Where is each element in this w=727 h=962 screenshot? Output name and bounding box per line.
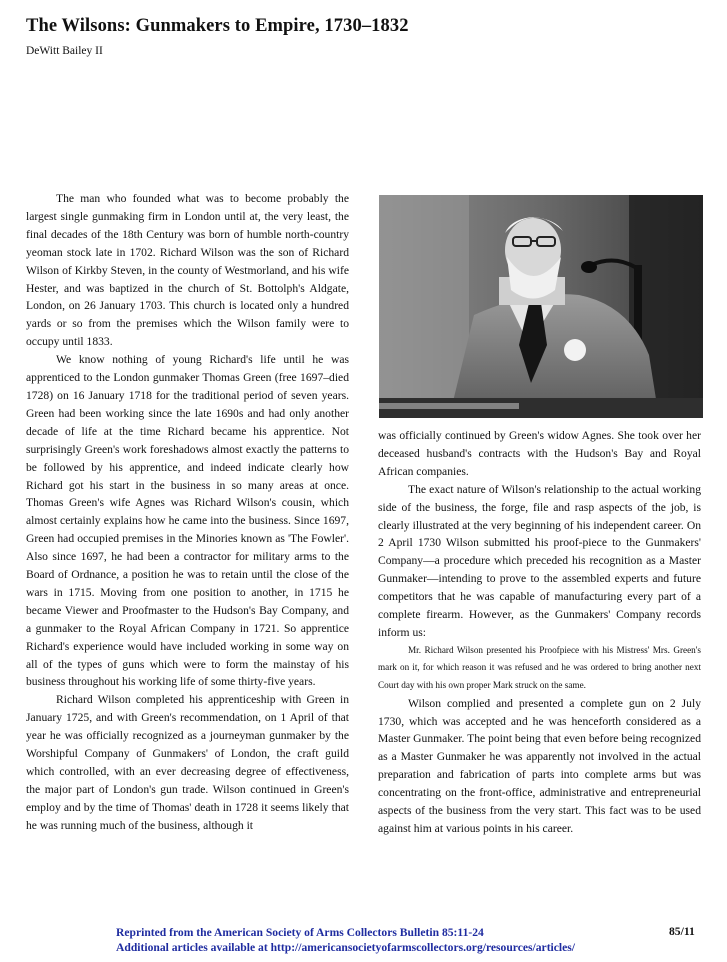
paragraph: The exact nature of Wilson's relationship to the actual working side of the business, the forge, file and rasp aspects of the job, is clearly illustrated at the very beginning of his independent career. On 2 April 1730 Wilson submitted his proof-piece to the Gunmakers' Company—a procedure which preceded his recognition as a Master Gunmaker—intending to prove to the assembled experts and future competitors that he was capable of manufacturing every part of a complete firearm. However, as the Gunmakers' Company records inform us:: [378, 482, 701, 639]
right-column: [378, 427, 701, 838]
page-number: 85/11: [669, 925, 695, 938]
paragraph: Richard Wilson completed his apprenticeship with Green in January 1725, and with Green's recommendation, on 1 April of that year he was officially recognized as a journeyman gunmaker by the Worshipful Company of Gunmakers' of London, the craft guild which controlled, with an ever decreasing degree of effectiveness, the major part of London's gun trade. Wilson continued in Green's employ and by the time of Thomas' death in 1728 it seems likely that he was running much of the business, although it: [26, 693, 349, 832]
paragraph: was officially continued by Green's widow Agnes. She took over her deceased husband's contracts with the Hudson's Bay and Royal African companies.: [378, 429, 701, 478]
paragraph: We know nothing of young Richard's life until he was apprenticed to the London gunmaker Thomas Green (free 1697–died 1728) on 16 January 1718 for the traditional period of seven years. Green had been working since the late 1690s and had only another decade of life at the time Richard became his apprentice. Not surprisingly Green's work foreshadows almost exactly the patterns to be followed by his apprentice, and indeed indicate clearly how Richard got his start in the business in so many areas at once. Thomas Green's wife Agnes was Richard Wilson's cousin, which almost certainly explains how he came into the business. Since 1697, Green had occupied premises in the Minories known as 'The Fowler'. Also since 1697, he had been a contractor for military arms to the Board of Ordnance, a position he was to retain until the close of the wars in 1715. Moving from one position to another, in 1715 he became Viewer and Proofmaster to the Hudson's Bay Company, and a gunmaker to the Royal African Company in 1721. So apprentice Richard's experience would have included working in some way on all of the types of guns which were to form the mainstay of his business throughout his working life of some thirty-five years.: [26, 353, 349, 689]
article-title: The Wilsons: Gunmakers to Empire, 1730–1832: [26, 16, 409, 36]
portrait-image: [379, 195, 703, 418]
article-author: DeWitt Bailey II: [26, 45, 103, 57]
reprint-source: Reprinted from the American Society of Arms Collectors Bulletin 85:11-24: [116, 926, 484, 939]
left-column: [26, 190, 349, 835]
portrait-photo: [379, 195, 703, 418]
reprint-footer: [116, 925, 575, 955]
articles-link[interactable]: Additional articles available at http://americansocietyofarmscollectors.org/resources/articles/: [116, 941, 576, 954]
block-quote: Mr. Richard Wilson presented his Proofpiece with his Mistress' Mrs. Green's mark on it, for which reason it was refused and he was ordered to bring another next Court day with his own proper Mark struck on the same.: [378, 644, 701, 691]
paragraph: The man who founded what was to become probably the largest single gunmaking firm in London until at, the very least, the final decades of the 18th Century was born of humble north-country yeoman stock late in 1702. Richard Wilson was the son of Richard Wilson of Kirkby Steven, in the county of Westmorland, and his wife Hester, and was baptized in the church of St. Bottolph's Aldgate, London, on 26 January 1703. This church is located only a hundred yards or so from the premises which the Wilson family were to occupy until 1833.: [26, 192, 349, 349]
paragraph: Wilson complied and presented a complete gun on 2 July 1730, which was accepted and he was henceforth considered as a Master Gunmaker. The point being that even before being recognized as a Master Gunmaker he was apparently not involved in the actual preparation and fabrication of parts into complete arms but was concentrating on the front-office, administrative and entrepreneurial aspects of the business from the very start. This fact was to be used against him at various points in his career.: [378, 696, 701, 835]
